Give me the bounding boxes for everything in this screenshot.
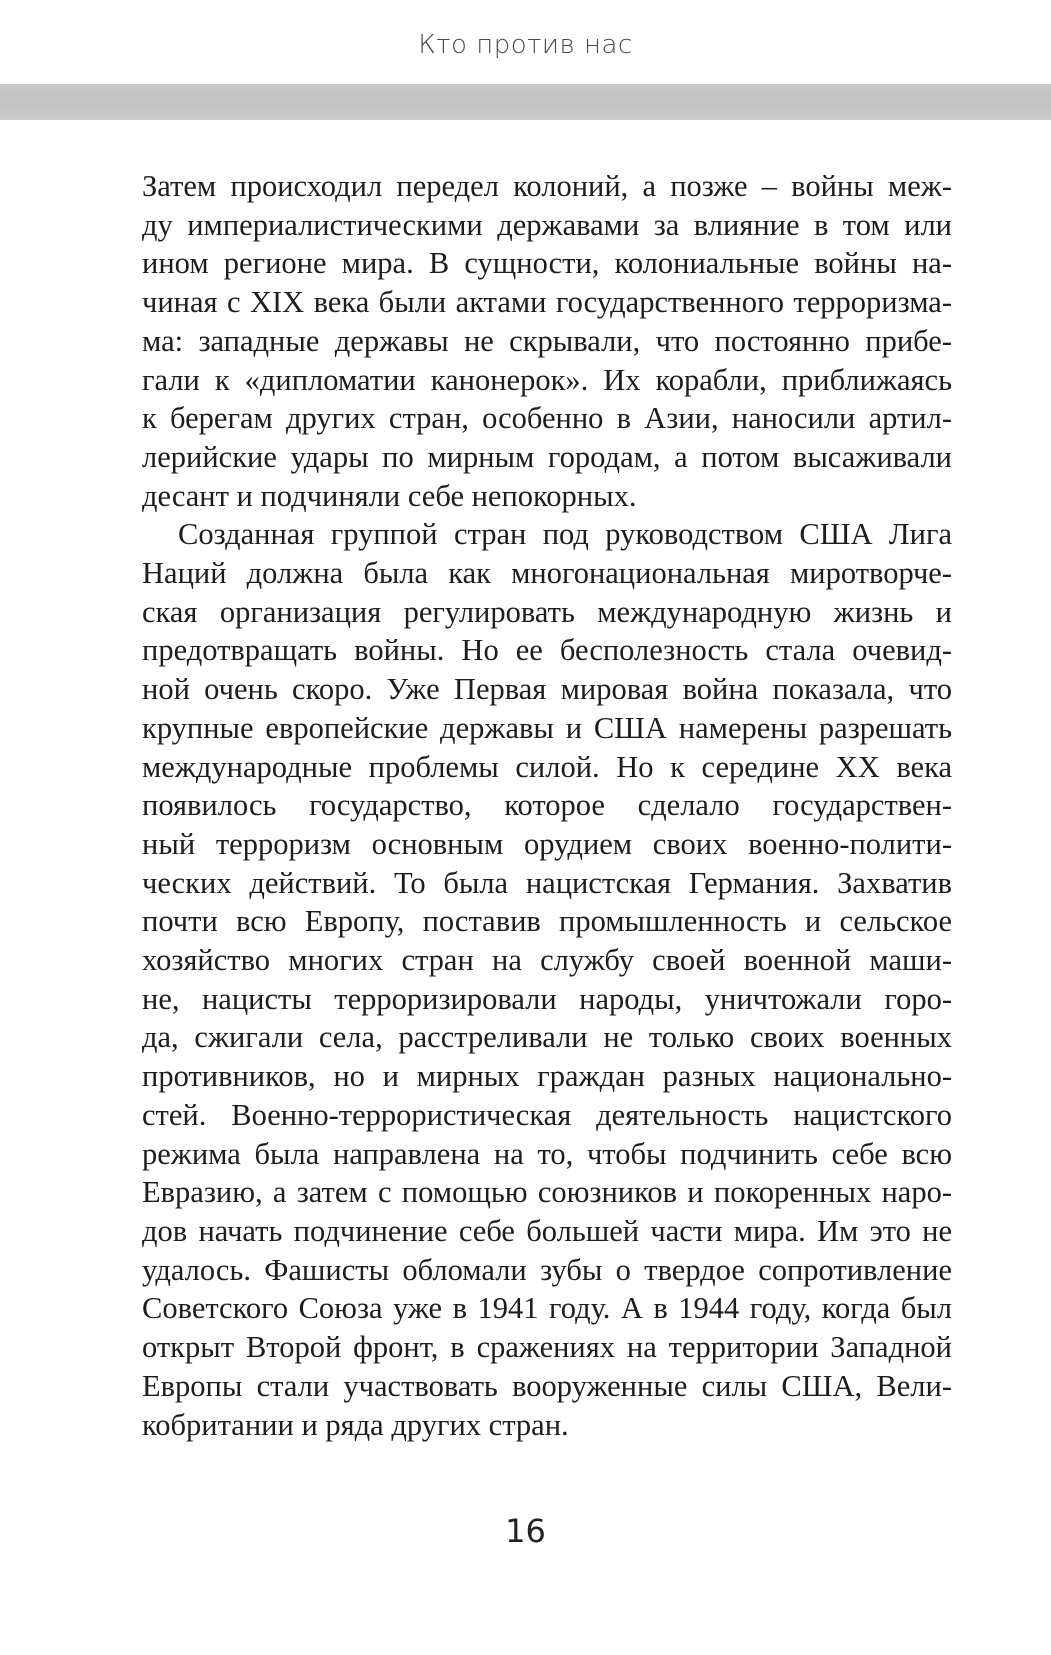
text-line: не, нацисты терроризировали народы, уничтожали горо-: [142, 981, 952, 1016]
header-band: [0, 84, 1051, 120]
text-line: Европы стали участвовать вооруженные силы США, Вели-: [142, 1368, 952, 1403]
text-line: международные проблемы силой. Но к середине XX века: [142, 749, 952, 784]
text-line: ская организация регулировать международную жизнь и: [142, 594, 952, 629]
page-number: 16: [505, 1512, 546, 1550]
text-line: противников, но и мирных граждан разных национально-: [142, 1059, 952, 1094]
running-title: Кто против нас: [418, 30, 633, 60]
text-line: да, сжигали села, расстреливали не только своих военных: [142, 1020, 952, 1055]
paragraph-2: [142, 515, 952, 1444]
text-line: гали к «дипломатии канонерок». Их корабли, приближаясь: [142, 362, 952, 397]
text-line: к берегам других стран, особенно в Азии, наносили артил-: [142, 401, 952, 436]
text-line: десант и подчиняли себе непокорных.: [142, 478, 637, 513]
text-line: почти всю Европу, поставив промышленность и сельское: [142, 904, 952, 939]
text-line: лерийские удары по мирным городам, а потом высаживали: [142, 439, 952, 474]
text-line: Затем происходил передел колоний, а позже – войны меж-: [142, 169, 952, 203]
text-line: удалось. Фашисты обломали зубы о твердое сопротивление: [142, 1252, 952, 1287]
text-line: ной очень скоро. Уже Первая мировая война показала, что: [142, 672, 952, 707]
paragraph-1: [142, 167, 952, 515]
text-line: ма: западные державы не скрывали, что постоянно прибе-: [142, 323, 952, 358]
text-line: чиная с XIX века были актами государственного терроризма-: [142, 285, 952, 320]
text-line: стей. Военно-террористическая деятельность нацистского: [142, 1097, 952, 1132]
text-line: Созданная группой стран под руководством США Лига: [178, 517, 952, 552]
text-line: ду империалистическими державами за влияние в том или: [142, 207, 952, 242]
text-line: хозяйство многих стран на службу своей военной маши-: [142, 943, 952, 978]
text-line: Евразию, а затем с помощью союзников и покоренных наро-: [142, 1175, 952, 1210]
text-line: ческих действий. То была нацистская Германия. Захватив: [142, 865, 952, 900]
text-line: кобритании и ряда других стран.: [142, 1407, 569, 1442]
text-line: предотвращать войны. Но ее бесполезность стала очевид-: [142, 633, 952, 668]
text-line: режима была направлена на то, чтобы подчинить себе всю: [142, 1136, 952, 1171]
text-line: дов начать подчинение себе большей части мира. Им это не: [142, 1213, 952, 1248]
body-text: [142, 167, 952, 1444]
text-line: появилось государство, которое сделало государствен-: [142, 788, 952, 823]
text-line: ный терроризм основным орудием своих военно-полити-: [142, 826, 952, 861]
text-line: крупные европейские державы и США намерены разрешать: [142, 710, 952, 745]
text-line: Советского Союза уже в 1941 году. А в 1944 году, когда был: [142, 1291, 952, 1326]
text-line: ином регионе мира. В сущности, колониальные войны на-: [142, 246, 952, 281]
text-line: Наций должна была как многонациональная миротворче-: [142, 556, 952, 591]
text-line: открыт Второй фронт, в сражениях на территории Западной: [142, 1330, 952, 1365]
